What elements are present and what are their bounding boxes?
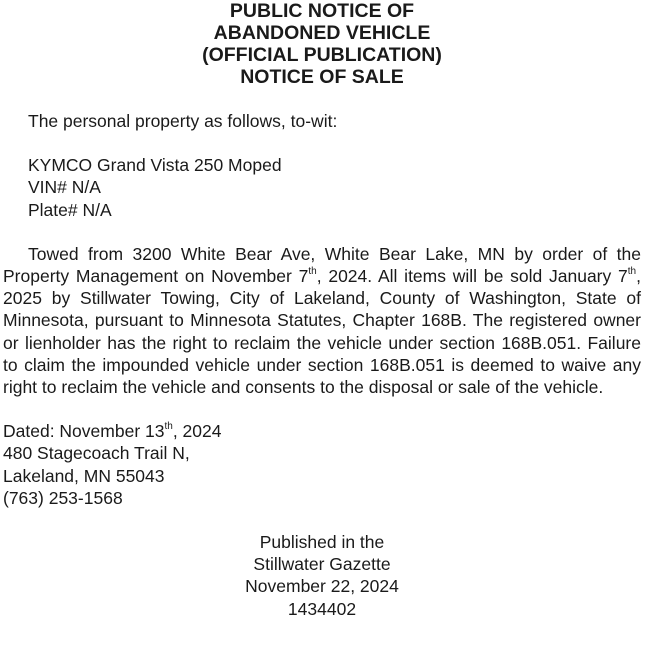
publication-line-1: Published in the [259, 532, 385, 553]
address-phone: (763) 253-1568 [3, 487, 123, 508]
ordinal-suffix-1: th [308, 266, 317, 278]
title-line-2: ABANDONED VEHICLE [213, 22, 431, 44]
towing-text-3: , 2025 by Stillwater Towing, City of Lakeland, County of Washington, State of Minnesota, pursuant to Minnesota Statutes, Chapter 168B. The registered owner or lienholder has the right to reclaim the vehicle under section 168B.051. Failure to claim the impounded vehicle under section 168B.051 is deemed to waive any right to reclaim the vehicle and consents to the disposal or sale of the vehicle. [3, 266, 641, 398]
publication-id: 1434402 [287, 598, 357, 619]
towing-text-2: , 2024. All items will be sold January 7 [316, 266, 628, 287]
dated-line [3, 420, 641, 442]
vehicle-plate: Plate# N/A [28, 199, 112, 220]
vehicle-details [3, 154, 641, 221]
notice-body [3, 110, 641, 620]
dated-prefix: Dated: November 13 [3, 421, 165, 442]
title-line-1: PUBLIC NOTICE OF [229, 0, 415, 22]
publication-date: November 22, 2024 [245, 576, 399, 597]
publication-info [3, 531, 641, 620]
publication-line-2: Stillwater Gazette [253, 554, 391, 575]
vehicle-vin: VIN# N/A [28, 177, 101, 198]
dated-suffix-ordinal: th [164, 421, 173, 433]
title-line-4: NOTICE OF SALE [240, 66, 404, 88]
dated-year: , 2024 [172, 421, 222, 442]
ordinal-suffix-2: th [627, 266, 637, 278]
dated-block [3, 420, 641, 509]
intro-text: The personal property as follows, to-wit: [28, 111, 338, 131]
vehicle-description: KYMCO Grand Vista 250 Moped [28, 155, 282, 176]
notice-title [3, 0, 641, 88]
towing-text-1: Towed from 3200 White Bear Ave, White Bear Lake, MN by order of the Property Management on November 7 [3, 243, 641, 287]
address-city: Lakeland, MN 55043 [3, 465, 165, 486]
title-line-3: (OFFICIAL PUBLICATION) [202, 44, 442, 66]
address-street: 480 Stagecoach Trail N, [3, 443, 190, 464]
towing-paragraph [3, 243, 641, 398]
